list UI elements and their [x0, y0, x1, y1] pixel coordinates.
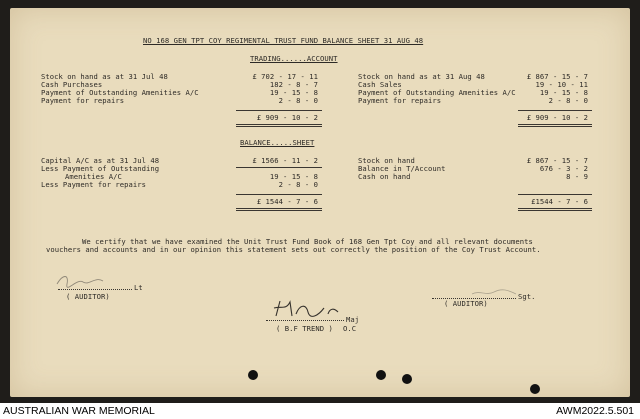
trading-right-amount: 19 - 15 - 8	[539, 88, 588, 97]
trading-left-double-rule	[236, 124, 322, 125]
trading-right-double-rule	[518, 124, 592, 125]
balance-left-double-rule	[236, 208, 322, 209]
auditor-left-signature	[55, 272, 115, 290]
trading-left-double-rule	[236, 126, 322, 127]
trading-left-label: Payment of Outstanding Amenities A/C	[41, 88, 199, 97]
auditor-left-role: ( AUDITOR)	[66, 292, 110, 301]
balance-left-label: Capital A/C as at 31 Jul 48	[41, 156, 160, 165]
trading-left-label: Payment for repairs	[41, 96, 125, 105]
balance-left-double-rule	[236, 210, 322, 211]
certification-line: vouchers and accounts and in our opinion this statement sets out correctly the position of the Coy Trust Account.	[46, 245, 541, 254]
balance-right-label: Balance in T/Account	[358, 164, 446, 173]
punch-hole	[530, 384, 540, 394]
auditor-right-signature	[470, 286, 520, 298]
accession-number: AWM2022.5.501	[556, 405, 634, 417]
balance-left-amount: 19 - 15 - 8	[269, 172, 318, 181]
balance-left-label: Less Payment of Outstanding	[41, 164, 160, 173]
balance-left-amount: £ 1566 - 11 - 2	[252, 156, 318, 165]
balance-left-label: Amenities A/C	[65, 172, 122, 181]
balance-right-amount: £ 867 - 15 - 7	[526, 156, 588, 165]
balance-right-amount: 676 - 3 - 2	[539, 164, 588, 173]
balance-left-rule	[236, 167, 322, 168]
trading-right-amount: 19 - 10 - 11	[535, 80, 588, 89]
balance-right-rule	[518, 194, 592, 195]
trading-right-label: Cash Sales	[358, 80, 402, 89]
trading-right-label: Payment of Outstanding Amenities A/C	[358, 88, 516, 97]
oc-signature	[270, 298, 342, 320]
trading-left-label: Cash Purchases	[41, 80, 103, 89]
auditor-right-role: ( AUDITOR)	[444, 299, 488, 308]
trading-right-label: Payment for repairs	[358, 96, 442, 105]
trading-right-amount: 2 - 8 - 0	[548, 96, 588, 105]
trading-left-rule	[236, 110, 322, 111]
oc-role: O.C	[343, 324, 357, 333]
trading-left-amount: 2 - 8 - 0	[278, 96, 318, 105]
balance-right-label: Cash on hand	[358, 172, 411, 181]
image-caption-bar	[0, 403, 640, 419]
oc-rank: Maj	[346, 315, 360, 324]
trading-right-amount: £ 867 - 15 - 7	[526, 72, 588, 81]
balance-left-rule	[236, 194, 322, 195]
trading-left-amount: £ 702 - 17 - 11	[252, 72, 318, 81]
oc-signature-line	[266, 320, 344, 321]
punch-hole	[248, 370, 258, 380]
balance-right-amount: 8 - 9	[566, 172, 588, 181]
punch-hole	[402, 374, 412, 384]
auditor-left-rank: Lt	[134, 283, 143, 292]
auditor-left-signature-line	[58, 289, 132, 290]
oc-name: ( B.F TREND )	[276, 324, 333, 333]
trading-left-amount: 19 - 15 - 8	[269, 88, 318, 97]
punch-hole	[376, 370, 386, 380]
document-title: NO 168 GEN TPT COY REGIMENTAL TRUST FUND BALANCE SHEET 31 AUG 48	[143, 36, 424, 45]
trading-left-amount: 182 - 8 - 7	[269, 80, 318, 89]
certification-line: We certify that we have examined the Unit Trust Fund Book of 168 Gen Tpt Coy and all relevant documents	[82, 237, 533, 246]
balance-right-double-rule	[518, 208, 592, 209]
trading-account-heading: TRADING......ACCOUNT	[250, 54, 338, 63]
trading-right-double-rule	[518, 126, 592, 127]
trading-right-label: Stock on hand as at 31 Aug 48	[358, 72, 485, 81]
balance-left-label: Less Payment for repairs	[41, 180, 147, 189]
balance-right-double-rule	[518, 210, 592, 211]
trading-left-total: £ 909 - 10 - 2	[256, 113, 318, 122]
trading-right-rule	[518, 110, 592, 111]
institution-name: AUSTRALIAN WAR MEMORIAL	[3, 405, 155, 417]
balance-left-total: £ 1544 - 7 - 6	[256, 197, 318, 206]
balance-sheet-heading: BALANCE.....SHEET	[240, 138, 315, 147]
balance-right-total: £1544 - 7 - 6	[531, 197, 588, 206]
trading-right-total: £ 909 - 10 - 2	[526, 113, 588, 122]
auditor-right-rank: Sgt.	[518, 292, 536, 301]
balance-right-label: Stock on hand	[358, 156, 415, 165]
trading-left-label: Stock on hand as at 31 Jul 48	[41, 72, 168, 81]
balance-left-amount: 2 - 8 - 0	[278, 180, 318, 189]
